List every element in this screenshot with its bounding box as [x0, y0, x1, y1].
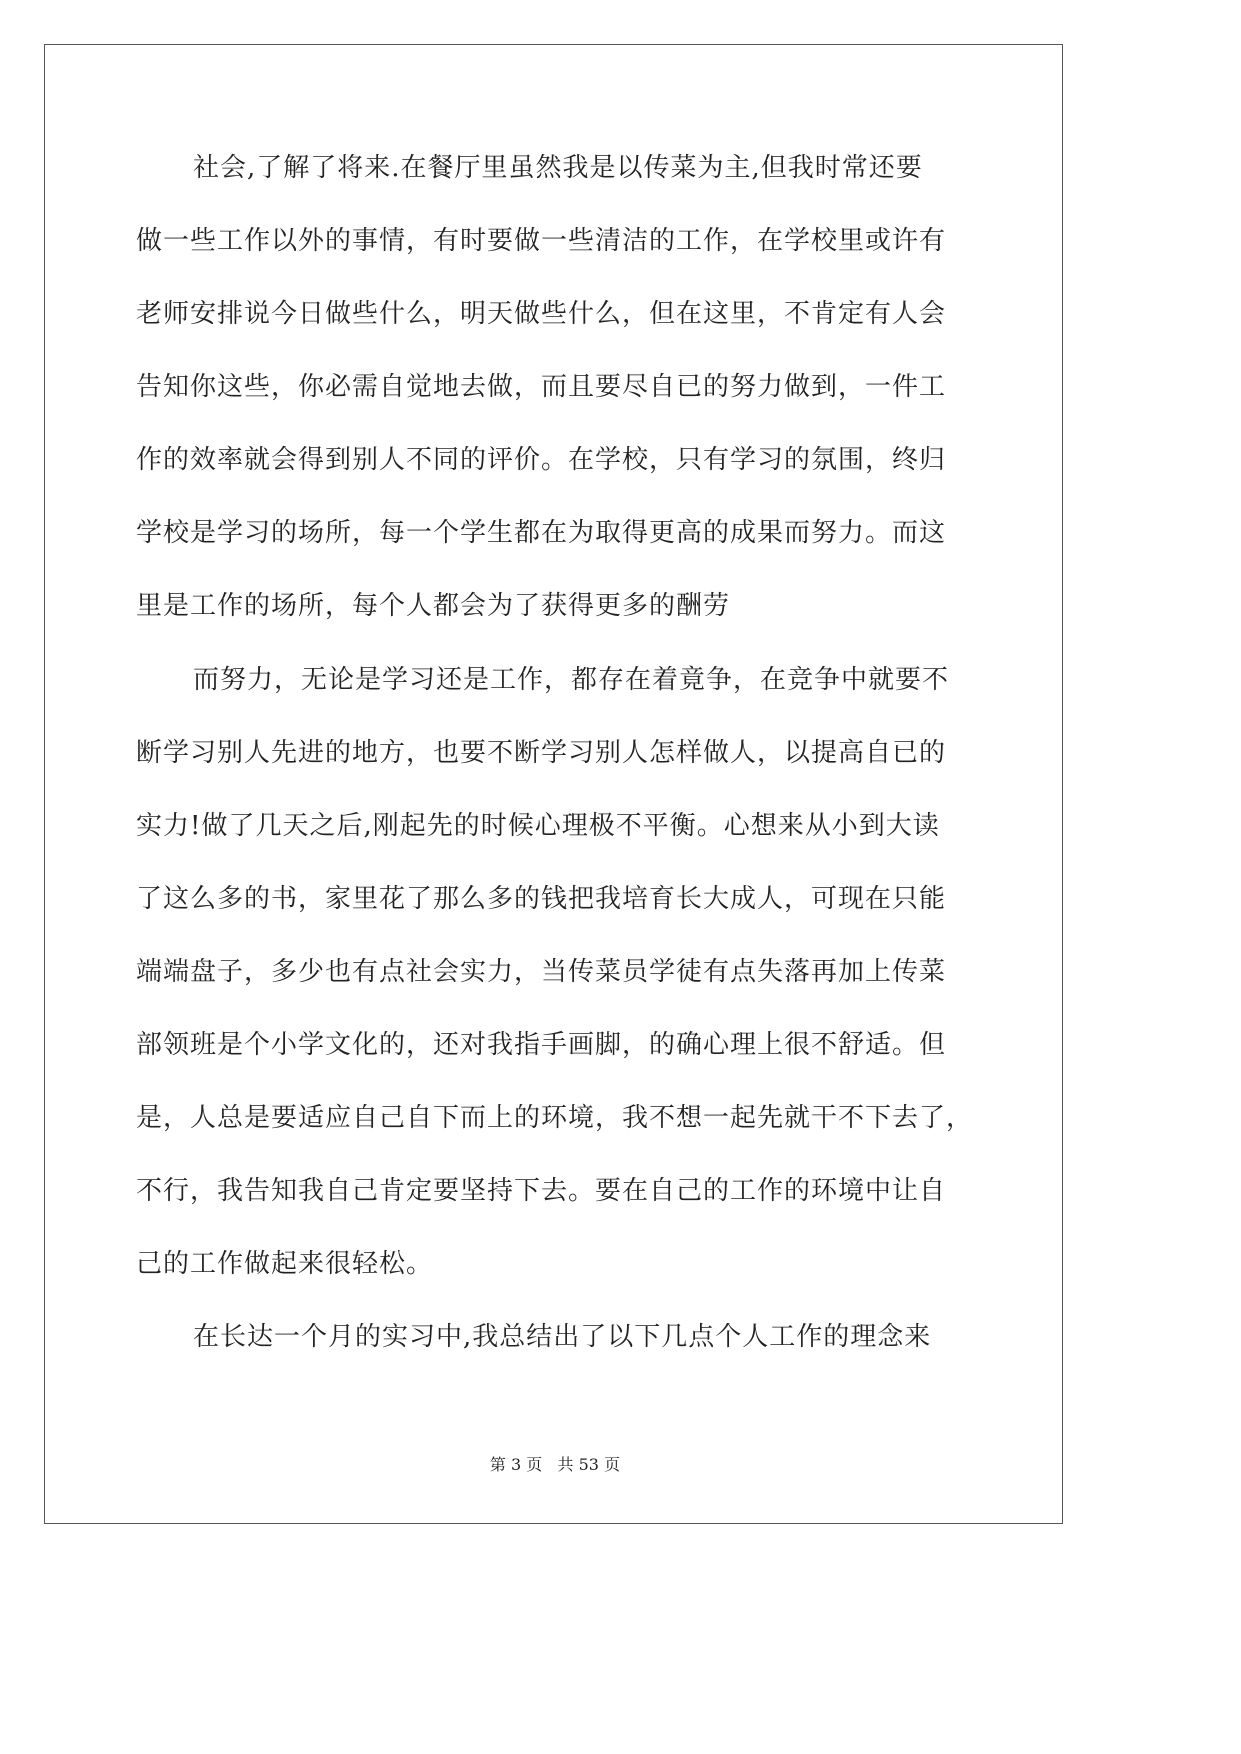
body-line: 是，人总是要适应自己自下而上的环境，我不想一起先就干不下去了，	[136, 1103, 974, 1133]
body-line: 己的工作做起来很轻松。	[136, 1249, 434, 1279]
page-footer	[0, 1452, 1110, 1475]
body-line: 端端盘子，多少也有点社会实力，当传菜员学徒有点失落再加上传菜	[136, 957, 947, 987]
body-line: 了这么多的书，家里花了那么多的钱把我培育长大成人，可现在只能	[136, 884, 947, 914]
body-line: 在长达一个月的实习中,我总结出了以下几点个人工作的理念来	[193, 1322, 932, 1352]
body-line: 部领班是个小学文化的，还对我指手画脚，的确心理上很不舒适。但	[136, 1030, 947, 1060]
page-number: 第 3 页	[489, 1455, 543, 1474]
body-line: 作的效率就会得到别人不同的评价。在学校，只有学习的氛围，终归	[136, 445, 947, 475]
body-line: 里是工作的场所，每个人都会为了获得更多的酬劳	[136, 591, 731, 621]
body-line: 做一些工作以外的事情，有时要做一些清洁的工作，在学校里或许有	[136, 226, 947, 256]
total-pages: 共 53 页	[557, 1455, 621, 1474]
body-line: 而努力，无论是学习还是工作，都存在着竟争，在竞争中就要不	[193, 665, 950, 695]
body-line: 学校是学习的场所，每一个学生都在为取得更高的成果而努力。而这	[136, 518, 947, 548]
body-line: 实力!做了几天之后,刚起先的时候心理极不平衡。心想来从小到大读	[136, 811, 940, 841]
page-frame	[44, 44, 1063, 1524]
body-line: 不行，我告知我自己肯定要坚持下去。要在自己的工作的环境中让自	[136, 1176, 947, 1206]
body-line: 老师安排说今日做些什么，明天做些什么，但在这里，不肯定有人会	[136, 299, 947, 329]
body-line: 告知你这些，你必需自觉地去做，而且要尽自已的努力做到，一件工	[136, 372, 947, 402]
body-line: 断学习别人先进的地方，也要不断学习别人怎样做人，以提高自已的	[136, 738, 947, 768]
body-line: 社会,了解了将来.在餐厅里虽然我是以传菜为主,但我时常还要	[193, 153, 923, 183]
